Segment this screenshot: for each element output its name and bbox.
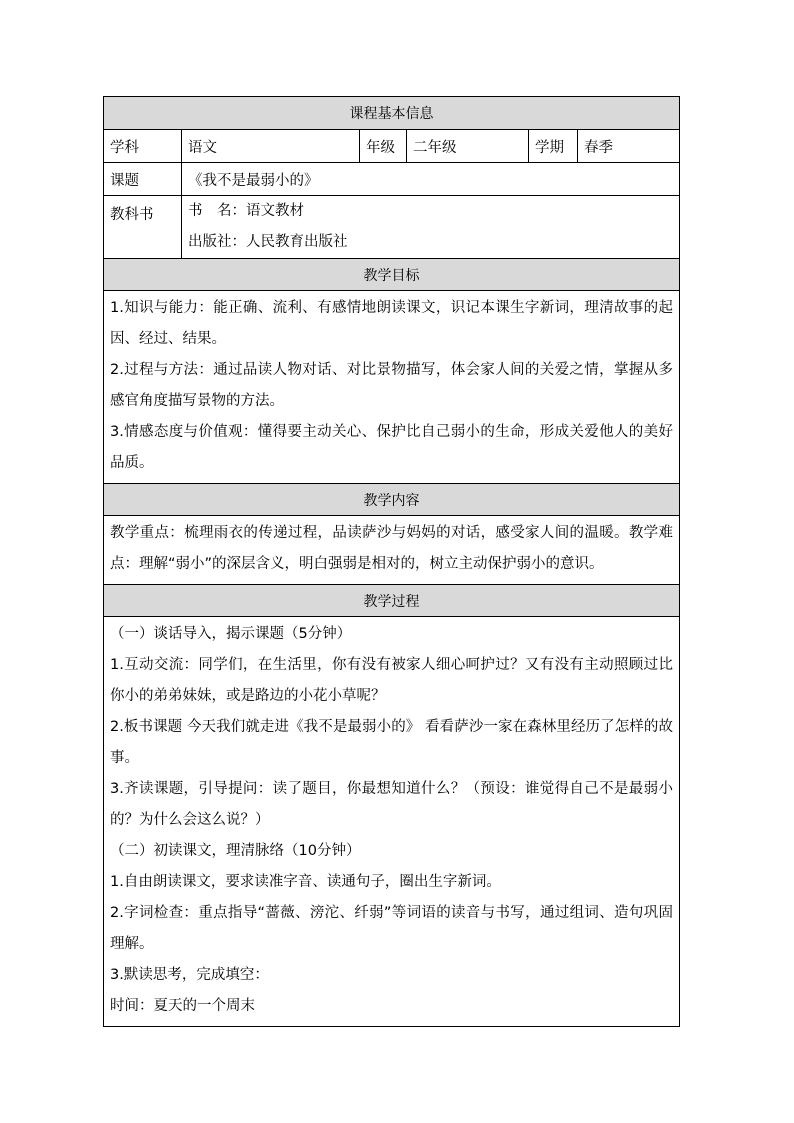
basic-info-heading	[104, 97, 679, 129]
process-item: 3.齐读课题，引导提问：读了题目，你最想知道什么？（预设：谁觉得自己不是最弱小的？为什么会这么说？）	[110, 781, 673, 828]
content-heading-text: 教学内容	[363, 492, 420, 509]
topic-value: 《我不是最弱小的》	[181, 163, 679, 195]
goal-item: 2.过程与方法：通过品读人物对话、对比景物描写，体会家人间的关爱之情，掌握从多感官角度描写景物的方法。	[110, 362, 673, 409]
process-item: 时间：夏天的一个周末	[110, 998, 255, 1014]
basic-info-heading-text: 课程基本信息	[349, 106, 434, 122]
process-item: （一）谈话导入，揭示课题（5分钟）	[110, 626, 352, 642]
subject-grade-term-row	[104, 129, 679, 162]
term-value: 春季	[577, 130, 679, 162]
goals-list	[104, 291, 679, 483]
content-heading	[104, 483, 679, 515]
topic-row	[104, 162, 679, 195]
term-label: 学期	[528, 130, 577, 162]
process-body	[104, 616, 679, 1026]
grade-value: 二年级	[406, 130, 528, 162]
textbook-row	[104, 195, 679, 258]
textbook-label: 教科书	[110, 207, 154, 223]
content-text-block	[104, 516, 679, 584]
subject-value: 语文	[181, 130, 359, 162]
goal-item: 3.情感态度与价值观：懂得要主动关心、保护比自己弱小的生命，形成关爱他人的美好品质。	[110, 424, 673, 471]
process-heading	[104, 584, 679, 616]
goals-heading-text: 教学目标	[363, 267, 420, 284]
textbook-details	[181, 196, 679, 258]
content-body	[104, 515, 679, 584]
goals-body	[104, 290, 679, 483]
topic-label: 课题	[110, 172, 139, 189]
book-name: 书 名：语文教材	[188, 203, 304, 219]
process-item: 1.互动交流：同学们，在生活里，你有没有被家人细心呵护过？又有没有主动照顾过比你小的弟弟妹妹，或是路边的小花小草呢？	[110, 657, 673, 704]
subject-label: 学科	[110, 139, 139, 156]
goal-item: 1.知识与能力：能正确、流利、有感情地朗读课文，识记本课生字新词，理清故事的起因、经过、结果。	[110, 300, 673, 347]
book-publisher: 出版社：人民教育出版社	[188, 234, 348, 250]
grade-label: 年级	[359, 130, 406, 162]
process-item: 2.板书课题 今天我们就走进《我不是最弱小的》 看看萨沙一家在森林里经历了怎样的故事。	[110, 719, 673, 766]
lesson-plan-table	[103, 96, 680, 1027]
process-item: （二）初读课文，理清脉络（10分钟）	[110, 843, 361, 859]
process-item: 3.默读思考，完成填空：	[110, 967, 269, 983]
process-item: 1.自由朗读课文，要求读准字音、读通句子，圈出生字新词。	[110, 874, 501, 890]
process-list	[104, 617, 679, 1026]
process-heading-text: 教学过程	[363, 593, 420, 610]
process-item: 2.字词检查：重点指导“蔷薇、滂沱、纤弱”等词语的读音与书写，通过组词、造句巩固理解。	[110, 905, 673, 952]
content-text: 教学重点：梳理雨衣的传递过程，品读萨沙与妈妈的对话，感受家人间的温暖。教学难点：理解“弱小”的深层含义，明白强弱是相对的，树立主动保护弱小的意识。	[110, 525, 673, 572]
goals-heading	[104, 258, 679, 290]
